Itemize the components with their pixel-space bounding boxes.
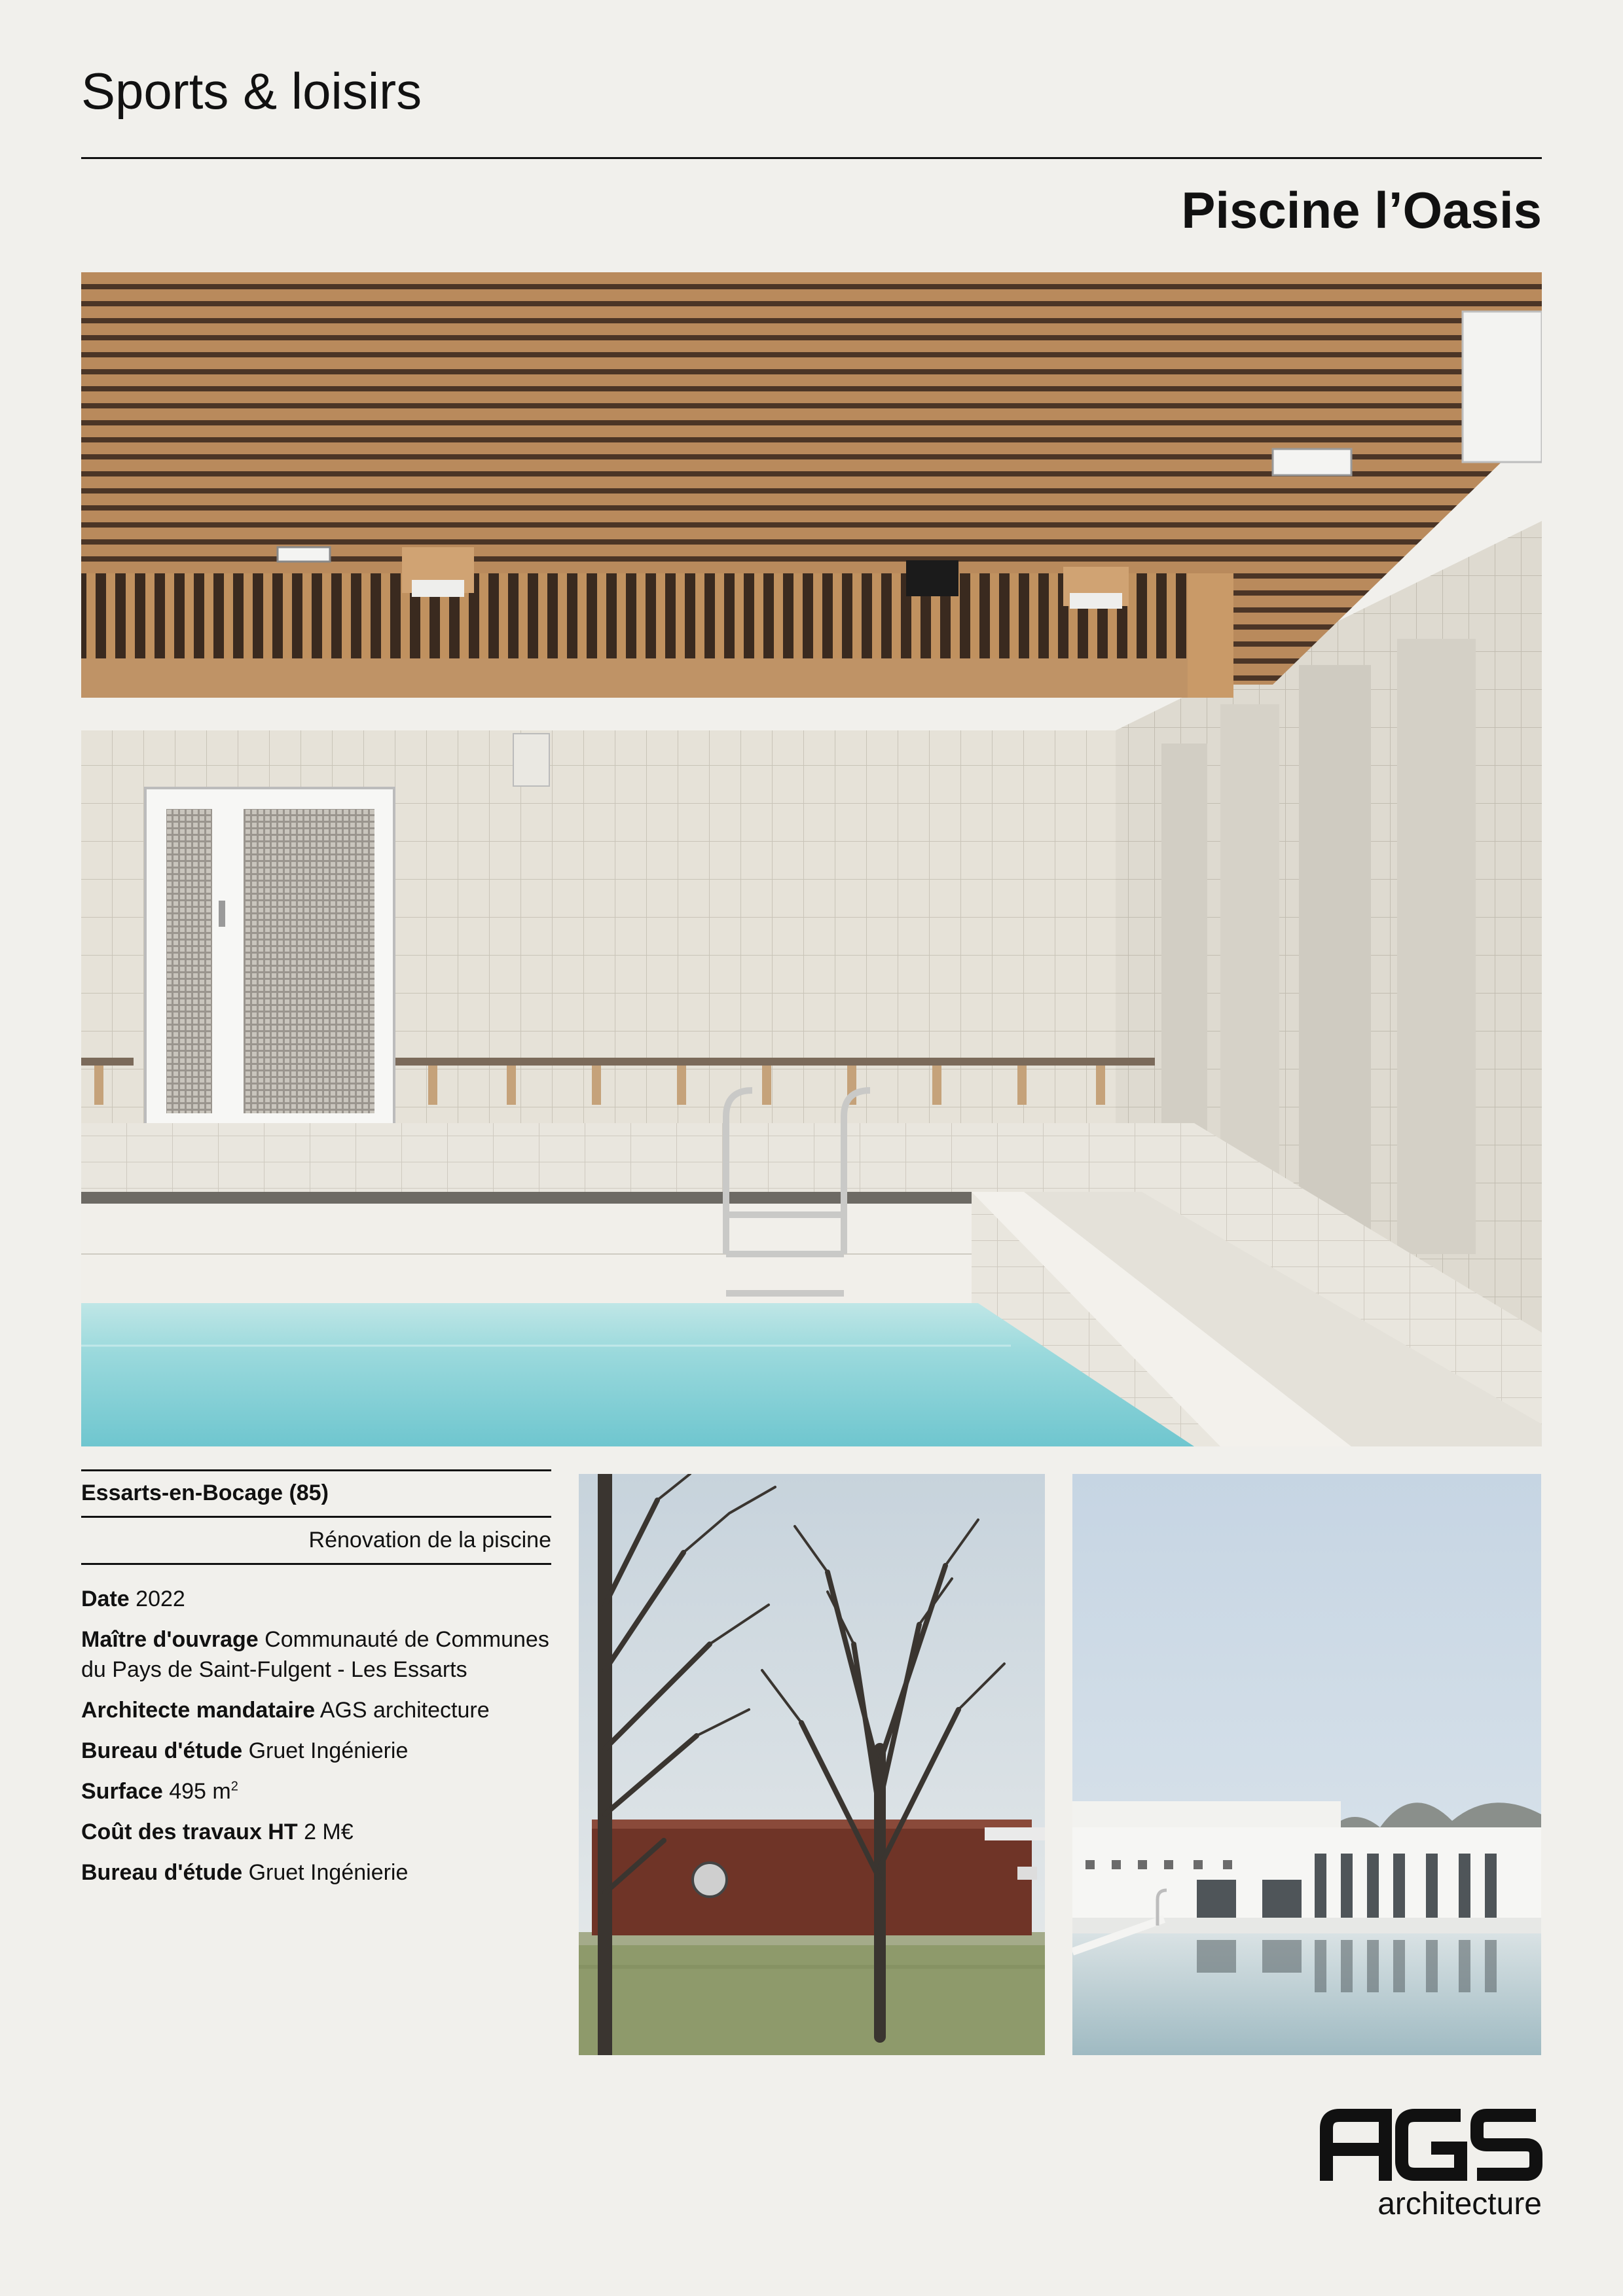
park-building-photo: [579, 1474, 1045, 2055]
project-subtitle: Rénovation de la piscine: [308, 1528, 551, 1552]
detail-architect: Architecte mandataire AGS architecture: [81, 1698, 490, 1723]
header-rule: [81, 157, 1542, 159]
indoor-pool-illustration: [81, 272, 1542, 1446]
detail-engineering: Bureau d'étude Gruet Ingénierie: [81, 1738, 409, 1763]
detail-date: Date 2022: [81, 1587, 185, 1611]
park-illustration: [579, 1474, 1045, 2055]
category-title: Sports & loisirs: [81, 62, 422, 120]
project-title: Piscine l’Oasis: [1181, 181, 1542, 239]
project-location: Essarts-en-Bocage (85): [81, 1480, 329, 1505]
project-details: [81, 1584, 551, 1898]
info-rule-top: [81, 1469, 551, 1471]
ags-logo: [1320, 2109, 1542, 2181]
detail-surface: Surface 495 $m^2$: [81, 1779, 238, 1804]
detail-cost: Coût des travaux HT 2 M€: [81, 1820, 354, 1844]
detail-client: Maître d'ouvrage Communauté de Communes du Pays de Saint-Fulgent - Les Essarts: [81, 1627, 549, 1682]
outdoor-pool-photo: [1072, 1474, 1541, 2055]
detail-engineering-2: Bureau d'étude Gruet Ingénierie: [81, 1860, 409, 1885]
logo-tagline: architecture: [1377, 2187, 1542, 2221]
outdoor-pool-illustration: [1072, 1474, 1541, 2055]
indoor-pool-photo: [81, 272, 1542, 1446]
info-rule-middle: [81, 1516, 551, 1518]
info-rule-bottom: [81, 1563, 551, 1565]
